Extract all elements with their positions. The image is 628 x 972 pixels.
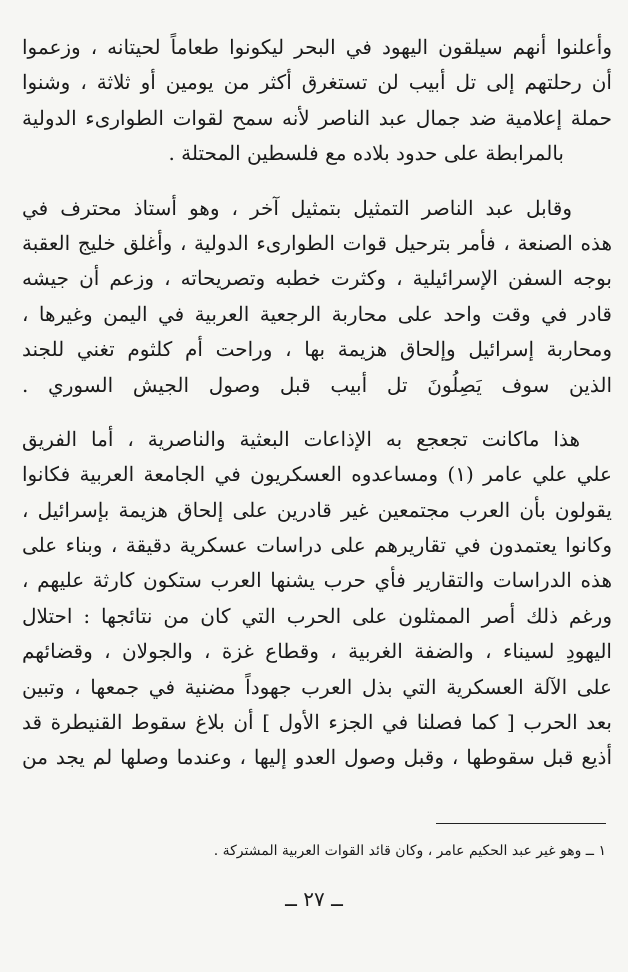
text-line: ورغم ذلك أصر الممثلون على الحرب التي كان من نتائجها : احتلال — [22, 603, 612, 628]
text-line: بعد الحرب [ كما فصلنا في الجزء الأول ] أن بلاغ سقوط القنيطرة قد — [22, 710, 612, 735]
text-line: هذه الدراسات والتقارير فأي حرب يشنها العرب ستكون كارثة عليهم ، — [22, 568, 612, 593]
text-line: الذين سوف يَصِلُونَ تل أبيب قبل وصول الجيش السوري . — [22, 372, 612, 397]
text-line: وكانوا يعتمدون في تقاريرهم على دراسات عسكرية دقيقة ، وبناء على — [22, 533, 612, 558]
text-line: أن رحلتهم إلى تل أبيب لن تستغرق أكثر من يومين أو ثلاثة ، وشنوا — [22, 70, 612, 95]
text-line: على الآلة العسكرية التي بذل العرب جهوداً مضنية في جمعها ، وتبين — [22, 674, 612, 699]
text-line: وأعلنوا أنهم سيلقون اليهود في البحر ليكونوا طعاماً لحيتانه ، وزعموا — [22, 35, 612, 59]
text-line: يقولون بأن العرب مجتمعين غير قادرين على إلحاق هزيمة بإسرائيل ، — [22, 497, 612, 522]
text-line: علي علي عامر (١) ومساعدوه العسكريون في الجامعة العربية فكانوا — [22, 462, 612, 487]
footnote-divider — [436, 823, 606, 824]
paragraph-3 — [22, 422, 612, 776]
text-line: بوجه السفن الإسرائيلية ، وكثرت خطبه وتصريحاته ، وزعم أن جيشه — [22, 266, 612, 291]
paragraph-gap — [22, 403, 612, 422]
text-line: قادر في وقت واحد على محاربة الرجعية العربية في اليمن وغيرها ، — [22, 301, 612, 326]
paragraph-1 — [22, 30, 612, 172]
text-line: ومحاربة إسرائيل وإلحاق هزيمة بها ، وراحت أم كلثوم تغني للجند — [22, 337, 612, 362]
paragraph-2 — [22, 191, 612, 403]
page-number: ــ ٢٧ ــ — [285, 887, 343, 911]
text-line: اليهودِ لسيناء ، والضفة الغربية ، وقطاع غزة ، والجولان ، وقضائهم — [22, 639, 612, 664]
text-line: هذه الصنعة ، فأمر بترحيل قوات الطوارىء الدولية ، وأغلق خليج العقبة — [22, 230, 612, 255]
text-line: وقابل عبد الناصر التمثيل بتمثيل آخر ، وهو أستاذ محترف في — [22, 195, 572, 220]
text-line: هذا ماكانت تجعجع به الإذاعات البعثية والناصرية ، أما الفريق — [22, 426, 580, 451]
body-text — [22, 30, 612, 776]
text-line: أذيع قبل سقوطها ، وقبل وصول العدو إليها ، وعندما وصلها لم يجد من — [22, 745, 612, 770]
text-line: بالمرابطة على حدود بلاده مع فلسطين المحتلة . — [168, 141, 564, 166]
paragraph-gap — [22, 172, 612, 191]
footnote: ١ ــ وهو غير عبد الحكيم عامر ، وكان قائد القوات العربية المشتركة . — [213, 843, 606, 859]
text-line: حملة إعلامية ضد جمال عبد الناصر لأنه سمح لقوات الطوارىء الدولية — [22, 105, 612, 130]
